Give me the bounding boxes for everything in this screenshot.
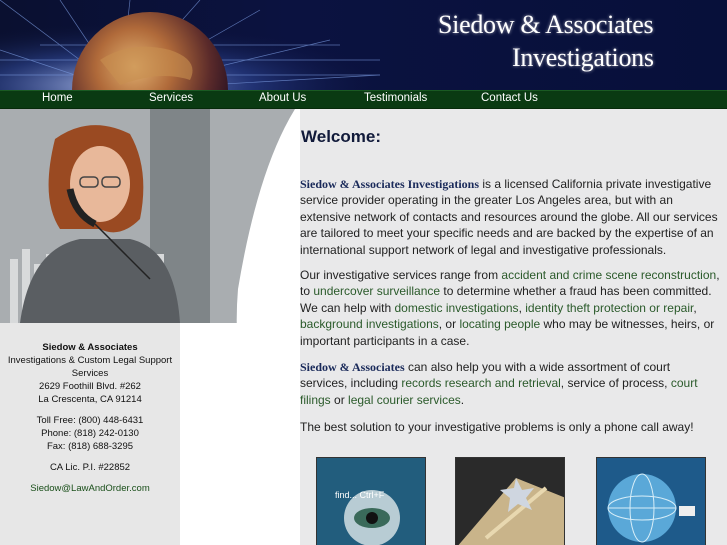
link-locating-people[interactable]: locating people xyxy=(459,317,541,332)
main-content xyxy=(300,109,727,545)
link-background-investigations[interactable]: background investigations xyxy=(300,317,439,332)
site-subtitle: Investigations xyxy=(512,43,654,72)
link-domestic-investigations[interactable]: domestic investigations xyxy=(394,300,519,315)
link-undercover-surveillance[interactable]: undercover surveillance xyxy=(313,284,441,299)
nav-testimonials[interactable]: Testimonials xyxy=(364,92,428,104)
nav-about-us[interactable]: About Us xyxy=(259,92,307,104)
thumbnail-globe[interactable] xyxy=(596,457,706,545)
contact-info xyxy=(0,323,180,545)
brand-name-2: Siedow & Associates xyxy=(300,360,405,374)
site-title: Siedow & Associates xyxy=(438,10,654,39)
intro-paragraph: Siedow & Associates Investigations is a licensed California private investigative service provider operating in the greater Los Angeles area, but with an extensive network of contacts and resources around the globe. All our services are tailored to meet your specific needs and are backed by the expertise of an international support network of legal and investigative professionals. xyxy=(300,177,718,257)
court-services-paragraph: Siedow & Associates can also help you with a wide assortment of court services, including records research and retrieval, service of process, court filings or legal courier services. xyxy=(300,360,698,407)
company-name: Siedow & Associates xyxy=(42,342,138,353)
nav-home[interactable]: Home xyxy=(42,92,73,104)
address-line1: 2629 Foothill Blvd. #262 xyxy=(39,381,141,392)
globe-banner-graphic xyxy=(0,0,380,90)
main-nav xyxy=(0,90,727,109)
link-court-filings[interactable]: court filings xyxy=(300,376,698,407)
thumbnail-find-text: find... Ctrl+F xyxy=(335,490,385,500)
company-tagline: Investigations & Custom Legal Support Services xyxy=(7,355,173,379)
email-link[interactable]: Siedow@LawAndOrder.com xyxy=(30,483,150,494)
thumbnail-find[interactable] xyxy=(316,457,426,545)
link-records-research[interactable]: records research and retrieval xyxy=(401,376,561,391)
license-number: CA Lic. P.I. #22852 xyxy=(49,462,131,473)
tollfree-phone: Toll Free: (800) 448-6431 xyxy=(36,415,144,426)
nav-services[interactable]: Services xyxy=(149,92,194,104)
address-line2: La Crescenta, CA 91214 xyxy=(38,394,142,405)
thumbnail-documents[interactable] xyxy=(455,457,565,545)
left-column xyxy=(0,109,295,545)
welcome-heading: Welcome: xyxy=(301,127,381,146)
fax: Fax: (818) 688-3295 xyxy=(46,441,134,452)
site-header xyxy=(0,0,727,90)
link-legal-courier[interactable]: legal courier services xyxy=(348,392,461,407)
closing-paragraph: The best solution to your investigative problems is only a phone call away! xyxy=(300,420,694,434)
nav-contact-us[interactable]: Contact Us xyxy=(481,92,538,104)
phone: Phone: (818) 242-0130 xyxy=(41,428,139,439)
link-accident-reconstruction[interactable]: accident and crime scene reconstruction xyxy=(501,268,717,282)
services-paragraph: Our investigative services range from accident and crime scene reconstruction, to undercover surveillance to determine whether a fraud has been committed. We can help with domestic investigations, identity theft protection or repair, background investigations, or locating people who may be witnesses, heirs, or important participants in a case. xyxy=(300,268,720,348)
brand-name: Siedow & Associates Investigations xyxy=(300,177,480,191)
link-identity-theft[interactable]: identity theft protection or repair xyxy=(525,300,694,315)
